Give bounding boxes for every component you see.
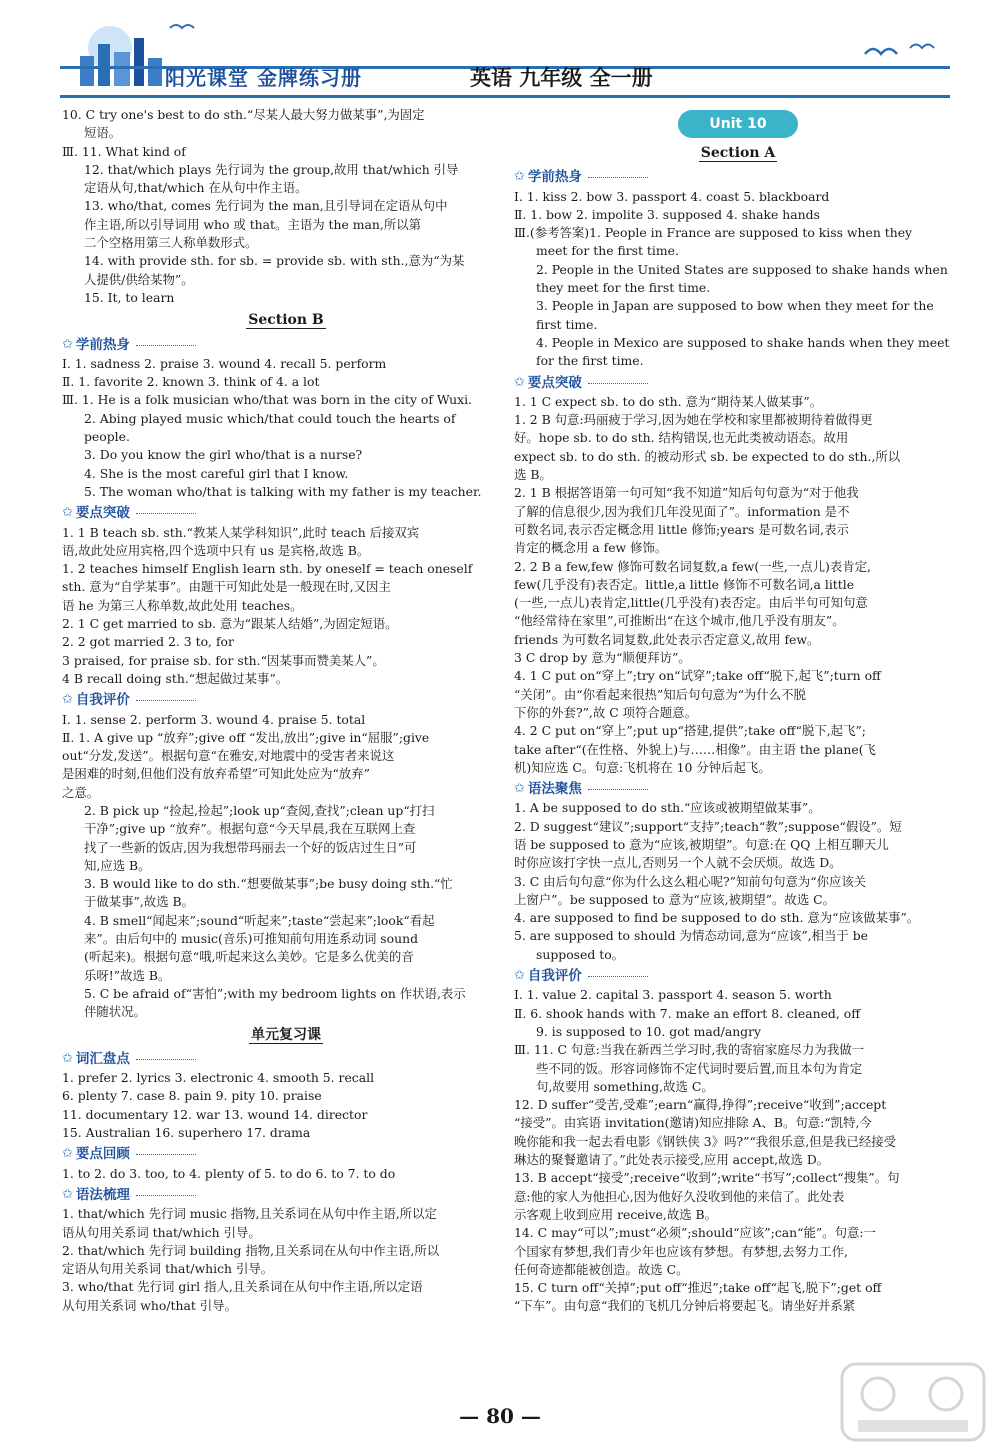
watermark-logo — [838, 1358, 988, 1446]
right-column — [514, 106, 962, 1316]
answer-line: 2. Abing played music which/that could touch the hearts of — [84, 410, 456, 426]
answer-line: 语从句用关系词 that/which 引导。 — [62, 1224, 261, 1240]
answer-line: 短语。 — [84, 125, 122, 141]
answer-line: 5. are supposed to should 为情态动词,意为“应该”,相当于 be — [514, 928, 868, 944]
answer-line: out“分发,发送”。根据句意“在雅安,对地震中的受害者来说这 — [62, 748, 395, 764]
heading-underline — [588, 788, 648, 790]
subsection-heading-text: 学前热身 — [527, 169, 582, 186]
answer-line: 示客观上收到应用 receive,故选 B。 — [514, 1206, 718, 1222]
answer-line: 句,故要用 something,故选 C。 — [536, 1078, 714, 1094]
answer-line: 4 B recall doing sth.“想起做过某事”。 — [62, 670, 289, 686]
answer-line: 琳达的聚餐邀请了。”此处表示接受,应用 accept,故选 D。 — [514, 1152, 830, 1168]
answer-line: 2. 1 B 根据答语第一句可知“我不知道”知后句句意为“对于他我 — [514, 485, 859, 501]
answer-line: 可数名词,表示否定概念用 little 修饰;years 是可数名词,表示 — [514, 521, 849, 537]
answer-line: first time. — [536, 316, 598, 332]
answer-line: “他经常待在家里”,可推断出“在这个城市,他几乎没有朋友”。 — [514, 613, 845, 629]
answer-line: 语 he 为第三人称单数,故此处用 teaches。 — [62, 597, 303, 613]
answer-line: 3. Do you know the girl who/that is a nurse? — [84, 447, 363, 463]
subsection-heading — [62, 1050, 510, 1068]
answer-line: 从句用关系词 who/that 引导。 — [62, 1297, 237, 1313]
answer-line: 2. D suggest“建议”;support“支持”;teach“教”;suppose“假设”。短 — [514, 818, 902, 834]
heading-underline — [136, 699, 196, 701]
answer-line: 来”。由后句中的 music(音乐)可推知前句用连系动词 sound — [84, 931, 419, 947]
unit-badge: Unit 10 — [678, 110, 798, 138]
answer-line: 14. C may“可以”;must“必须”;should“应该”;can“能”。句意:一 — [514, 1225, 876, 1241]
star-icon: ✩ — [62, 1146, 73, 1162]
subsection-heading — [514, 168, 962, 186]
answer-line: 人提供/供给某物”。 — [84, 271, 194, 287]
answer-line: Ⅱ. 6. shook hands with 7. make an effort 8. cleaned, off — [514, 1005, 860, 1021]
answer-line: 之意。 — [62, 784, 100, 800]
answer-line: 14. with provide sth. for sb. = provide sb. with sth.,意为“为某 — [84, 253, 465, 269]
series-brand: 阳光课堂 金牌练习册 — [165, 66, 362, 90]
page-number: — 80 — — [459, 1404, 541, 1428]
answer-line: 二个空格用第三人称单数形式。 — [84, 235, 258, 251]
answer-line: 1. A be supposed to do sth.“应该或被期望做某事”。 — [514, 800, 821, 816]
answer-line: 个国家有梦想,我们青少年也应该有梦想。有梦想,去努力工作, — [514, 1243, 848, 1259]
answer-line: expect sb. to do sth. 的被动形式 sb. be expected to do sth.,所以 — [514, 448, 901, 464]
subsection-heading — [514, 780, 962, 798]
answer-line: Ⅲ.(参考答案)1. People in France are supposed to kiss when they — [514, 225, 913, 241]
heading-underline — [588, 176, 648, 178]
subsection-heading-text: 自我评价 — [75, 692, 130, 709]
subsection-heading — [514, 967, 962, 985]
answer-line: 了解的信息很少,因为我们几年没见面了”。information 是不 — [514, 503, 850, 519]
answer-line: 是困难的时刻,但他们没有放弃希望”可知此处应为“放弃” — [62, 766, 370, 782]
answer-line: “关闭”。由“你看起来很热”知后句句意为“为什么不脱 — [514, 686, 806, 702]
answer-line: 2. People in the United States are supposed to shake hands when — [536, 261, 948, 277]
answer-line: 干净”;give up “放弃”。根据句意“今天早晨,我在互联网上查 — [84, 821, 416, 837]
answer-line: they meet for the first time. — [536, 280, 711, 296]
answer-line: 定语从句用关系词 that/which 引导。 — [62, 1261, 274, 1277]
subsection-heading — [62, 336, 510, 354]
left-column — [62, 106, 510, 1315]
answer-line: 3 praised, for praise sb. for sth.“因某事而赞美某人”。 — [62, 652, 385, 668]
subsection-heading-text: 自我评价 — [527, 968, 582, 985]
star-icon: ✩ — [514, 968, 525, 984]
answer-line: 些不同的饭。形容词修饰不定代词时要后置,而且本句为肯定 — [536, 1060, 863, 1076]
heading-underline — [136, 1058, 196, 1060]
answer-line: 12. D suffer“受苦,受难”;earn“赢得,挣得”;receive“收到”;accept — [514, 1097, 887, 1113]
subsection-heading — [62, 1186, 510, 1204]
subsection-heading — [62, 1145, 510, 1163]
subsection-heading-text: 要点突破 — [527, 374, 582, 391]
subsection-heading — [62, 691, 510, 709]
answer-line: Ⅲ. 1. He is a folk musician who/that was born in the city of Wuxi. — [62, 392, 472, 408]
star-icon: ✩ — [62, 692, 73, 708]
answer-line: 12. that/which plays 先行词为 the group,故用 that/which 引导 — [84, 161, 459, 177]
answer-line: 意:他的家人为他担心,因为他好久没收到他的来信了。此处表 — [514, 1188, 845, 1204]
answer-line: Ⅰ. 1. sadness 2. praise 3. wound 4. recall 5. perform — [62, 355, 387, 371]
answer-line: 找了一些新的饭店,因为我想带玛丽去一个好的饭店过生日”可 — [84, 839, 417, 855]
subject-title: 英语 九年级 全一册 — [470, 66, 653, 90]
answer-line: supposed to。 — [536, 946, 625, 962]
answer-line: Ⅱ. 1. bow 2. impolite 3. supposed 4. shake hands — [514, 206, 820, 222]
section-heading-text: Section B — [248, 312, 324, 329]
answer-line: 1. 1 C expect sb. to do sth. 意为“期待某人做某事”。 — [514, 393, 823, 409]
answer-line: sth. 意为“自学某事”。由题干可知此处是一般现在时,又因主 — [62, 579, 391, 595]
answer-line: (听起来)。根据句意“哦,听起来这么美妙。它是多么优美的音 — [84, 949, 414, 965]
answer-line: 知,应选 B。 — [84, 857, 151, 873]
answer-line: 乐呀!”故选 B。 — [84, 967, 171, 983]
answer-line: 4. People in Mexico are supposed to shake hands when they meet — [536, 334, 950, 350]
answer-line: 1. 2 teaches himself English learn sth. by oneself = teach oneself — [62, 561, 473, 577]
answer-line: Ⅱ. 1. favorite 2. known 3. think of 4. a lot — [62, 374, 320, 390]
answer-line: Ⅱ. 1. A give up “放弃”;give off “发出,放出”;give in“屈服”;give — [62, 729, 430, 745]
answer-line: 9. is supposed to 10. got mad/angry — [536, 1023, 762, 1039]
answer-line: 3. B would like to do sth.“想要做某事”;be busy doing sth.“忙 — [84, 876, 453, 892]
answer-line: 时你应该打字快一点儿,否则另一个人就不会厌烦。故选 D。 — [514, 855, 842, 871]
answer-line: 13. B accept“接受”;receive“收到”;write“书写”;collect“搜集”。句 — [514, 1170, 900, 1186]
answer-line: Ⅰ. 1. value 2. capital 3. passport 4. season 5. worth — [514, 987, 832, 1003]
section-heading-text: 单元复习课 — [251, 1026, 321, 1043]
answer-line: for the first time. — [536, 353, 644, 369]
answer-line: 4. 1 C put on“穿上”;try on“试穿”;take off“脱下,起飞”;turn off — [514, 668, 881, 684]
answer-line: 于做某事”,故选 B。 — [84, 894, 195, 910]
subsection-heading-text: 语法聚焦 — [527, 781, 582, 798]
answer-line: 语,故此处应用宾格,四个选项中只有 us 是宾格,故选 B。 — [62, 542, 370, 558]
answer-line: 3. People in Japan are supposed to bow when they meet for the — [536, 298, 934, 314]
answer-line: 15. It, to learn — [84, 289, 175, 305]
subsection-heading-text: 要点回顾 — [75, 1146, 130, 1163]
answer-line: 4. 2 C put on“穿上”;put up“搭建,提供”;take off“脱下,起飞”; — [514, 723, 866, 739]
answer-line: 11. documentary 12. war 13. wound 14. director — [62, 1106, 368, 1122]
answer-line: 语 be supposed to 意为“应该,被期望”。句意:在 QQ 上相互聊天儿 — [514, 836, 889, 852]
answer-line: 5. The woman who/that is talking with my father is my teacher. — [84, 483, 482, 499]
answer-line: 1. 1 B teach sb. sth.“教某人某学科知识”,此时 teach 后接双宾 — [62, 524, 420, 540]
subsection-heading-text: 学前热身 — [75, 336, 130, 353]
section-heading — [62, 311, 510, 329]
heading-underline — [588, 382, 648, 384]
answer-line: 2. B pick up “捡起,捡起”;look up“查阅,查找”;clean up“打扫 — [84, 802, 435, 818]
answer-line: meet for the first time. — [536, 243, 679, 259]
answer-line: 10. C try one's best to do sth.“尽某人最大努力做某事”,为固定 — [62, 107, 425, 122]
answer-line: “接受”。由宾语 invitation(邀请)知应排除 A、B。句意:“凯特,今 — [514, 1115, 872, 1131]
answer-line: 1. prefer 2. lyrics 3. electronic 4. smooth 5. recall — [62, 1070, 375, 1086]
subsection-heading-text: 词汇盘点 — [75, 1050, 130, 1067]
answer-line: Ⅰ. 1. sense 2. perform 3. wound 4. praise 5. total — [62, 711, 366, 727]
star-icon: ✩ — [514, 374, 525, 390]
page-header — [60, 8, 950, 98]
answer-line: “下车”。由句意“我们的飞机几分钟后将要起飞。请坐好并系紧 — [514, 1298, 856, 1314]
heading-underline — [136, 344, 196, 346]
answer-line: 3. C 由后句句意“你为什么这么粗心呢?”知前句句意为“你应该关 — [514, 873, 867, 889]
answer-line: 2. that/which 先行词 building 指物,且关系词在从句中作主语,所以 — [62, 1242, 440, 1258]
subsection-heading — [514, 374, 962, 392]
answer-line: 6. plenty 7. case 8. pain 9. pity 10. praise — [62, 1088, 322, 1104]
birds-icon — [860, 36, 950, 66]
answer-line: 3 C drop by 意为“顺便拜访”。 — [514, 650, 691, 666]
star-icon: ✩ — [514, 169, 525, 185]
answer-line: 15. C turn off“关掉”;put off“推迟”;take off“起飞,脱下”;get off — [514, 1280, 882, 1296]
answer-line: 2. 2 B a few,few 修饰可数名词复数,a few(一些,一点儿)表肯定, — [514, 558, 871, 574]
subsection-heading-text: 要点突破 — [75, 505, 130, 522]
star-icon: ✩ — [62, 1186, 73, 1202]
answer-line: 定语从句,that/which 在从句中作主语。 — [84, 180, 308, 196]
answer-line: (一些,一点儿)表肯定,little(几乎没有)表否定。由后半句可知句意 — [514, 595, 868, 611]
answer-line: 4. are supposed to find be supposed to do sth. 意为“应该做某事”。 — [514, 910, 920, 926]
subsection-heading — [62, 504, 510, 522]
answer-line: 作主语,所以引导词用 who 或 that。主语为 the man,所以第 — [84, 216, 421, 232]
heading-underline — [136, 1194, 196, 1196]
answer-line: 15. Australian 16. superhero 17. drama — [62, 1125, 311, 1141]
answer-line: 4. She is the most careful girl that I know. — [84, 465, 349, 481]
answer-line: 1. to 2. do 3. too, to 4. plenty of 5. to do 6. to 7. to do — [62, 1165, 396, 1181]
heading-underline — [136, 512, 196, 514]
answer-line: Ⅰ. 1. kiss 2. bow 3. passport 4. coast 5. blackboard — [514, 188, 830, 204]
answer-line: 下你的外套?”,故 C 项符合题意。 — [514, 704, 697, 720]
answer-line: 1. that/which 先行词 music 指物,且关系词在从句中作主语,所以定 — [62, 1206, 437, 1222]
answer-line: 3. who/that 先行词 girl 指人,且关系词在从句中作主语,所以定语 — [62, 1279, 423, 1295]
answer-line: friends 为可数名词复数,此处表示否定意义,故用 few。 — [514, 631, 820, 647]
section-heading — [62, 1026, 510, 1044]
heading-underline — [136, 1153, 196, 1155]
answer-line: 上窗户”。be supposed to 意为“应该,被期望”。故选 C。 — [514, 891, 836, 907]
answer-line: take after“(在性格、外貌上)与……相像”。由主语 the plane(飞 — [514, 741, 876, 757]
star-icon: ✩ — [62, 505, 73, 521]
answer-line: 2. 2 got married 2. 3 to, for — [62, 634, 234, 650]
answer-line: 2. 1 C get married to sb. 意为“跟某人结婚”,为固定短语。 — [62, 616, 398, 632]
star-icon: ✩ — [62, 336, 73, 352]
answer-line: 肯定的概念用 a few 修饰。 — [514, 540, 668, 556]
answer-line: 4. B smell“闻起来”;sound“听起来”;taste“尝起来”;look“看起 — [84, 912, 435, 928]
answer-line: 好。hope sb. to do sth. 结构错误,也无此类被动语态。故用 — [514, 430, 849, 446]
subsection-heading-text: 语法梳理 — [75, 1186, 130, 1203]
answer-line: 选 B。 — [514, 467, 552, 483]
answer-line: 5. C be afraid of“害怕”;with my bedroom lights on 作状语,表示 — [84, 985, 466, 1001]
answer-line: 任何奇迹都能被创造。故选 C。 — [514, 1261, 689, 1277]
star-icon: ✩ — [514, 781, 525, 797]
answer-line: 伴随状况。 — [84, 1004, 146, 1020]
heading-underline — [588, 975, 648, 977]
answer-line: 机)知应选 C。句意:飞机将在 10 分钟后起飞。 — [514, 759, 771, 775]
answer-line: 13. who/that, comes 先行词为 the man,且引导词在定语从句中 — [84, 198, 448, 214]
answer-line: 晚你能和我一起去看电影《钢铁侠 3》吗?”“我很乐意,但是我已经接受 — [514, 1133, 897, 1149]
star-icon: ✩ — [62, 1050, 73, 1066]
answer-line: Ⅲ. 11. C 句意:当我在新西兰学习时,我的寄宿家庭尽力为我做一 — [514, 1042, 864, 1058]
section-heading — [514, 144, 962, 162]
answer-line: few(几乎没有)表否定。little,a little 修饰不可数名词,a little — [514, 576, 855, 592]
answer-line: Ⅲ. 11. What kind of — [62, 143, 186, 159]
answer-line: 1. 2 B 句意:玛丽疲于学习,因为她在学校和家里都被期待着做得更 — [514, 412, 873, 428]
section-heading-text: Section A — [700, 145, 776, 161]
answer-line: people. — [84, 429, 130, 445]
